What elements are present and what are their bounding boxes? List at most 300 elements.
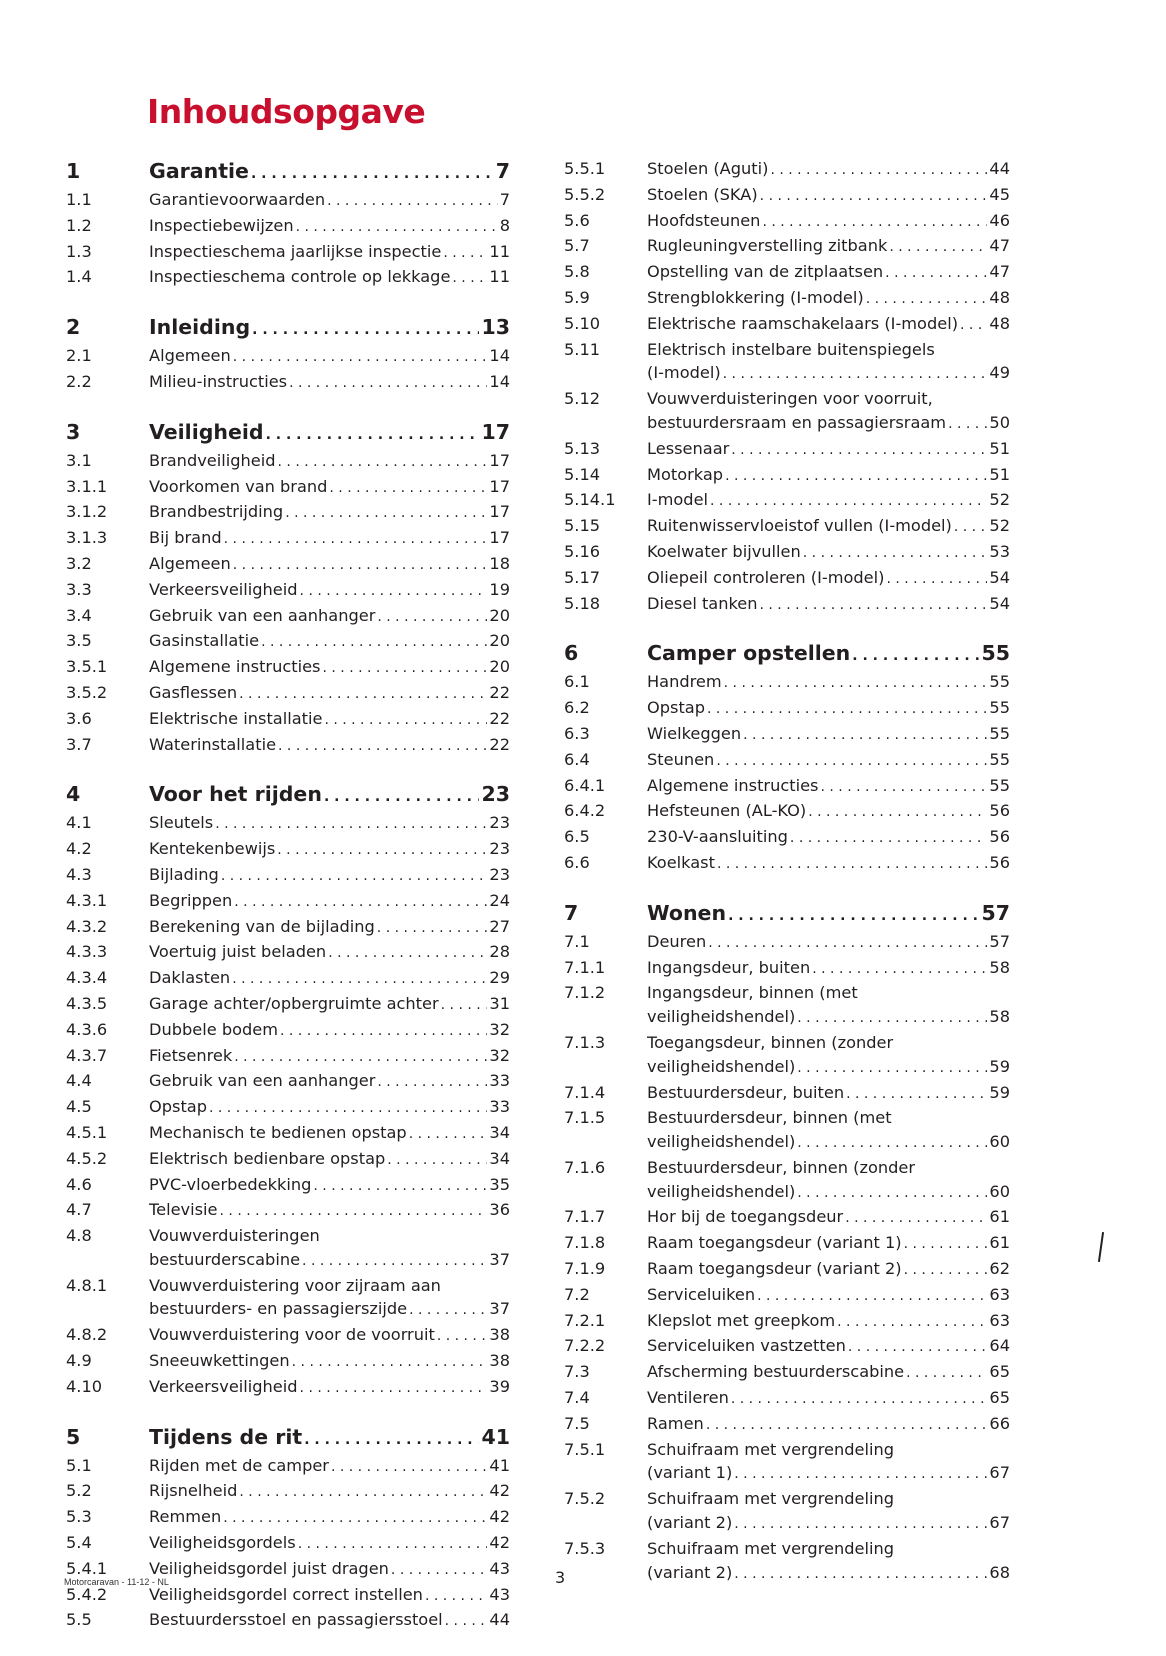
toc-entry-body — [149, 811, 510, 837]
toc-entry-number: 5.6 — [564, 210, 590, 230]
toc-entry-number: 7.5.3 — [564, 1538, 606, 1558]
toc-entry[interactable] — [564, 748, 1010, 774]
toc-entry-title: Opstap — [149, 1097, 207, 1117]
toc-entry[interactable] — [564, 670, 1010, 696]
toc-entry-title: Voorkomen van brand — [149, 476, 328, 496]
toc-entry-number: 3 — [66, 419, 81, 444]
toc-entry-body — [647, 566, 1010, 592]
dot-leader — [277, 837, 487, 863]
toc-entry[interactable] — [66, 1505, 510, 1531]
toc-entry-last-line — [647, 1180, 1010, 1206]
toc-entry[interactable] — [564, 286, 1010, 312]
toc-entry[interactable] — [564, 722, 1010, 748]
toc-entry[interactable] — [564, 1386, 1010, 1412]
toc-entry-title: Elektrische installatie — [149, 708, 323, 728]
toc-entry-title: (variant 2) — [647, 1562, 733, 1582]
toc-entry-title: Wielkeggen — [647, 723, 742, 743]
toc-entry-page: 17 — [489, 450, 510, 470]
toc-entry-title: Daklasten — [149, 968, 231, 988]
toc-entry-title: Bestuurdersstoel en passagiersstoel — [149, 1610, 443, 1630]
toc-entry-last-line — [149, 681, 510, 707]
toc-entry-page: 14 — [489, 371, 510, 391]
toc-entry-last-line — [647, 956, 1010, 982]
toc-entry-title: Rugleuningverstelling zitbank — [647, 236, 888, 256]
toc-entry[interactable] — [564, 799, 1010, 825]
toc-entry-body — [647, 286, 1010, 312]
dot-leader — [716, 748, 987, 774]
toc-entry-number: 4.8.1 — [66, 1275, 108, 1295]
toc-entry-last-line — [149, 940, 510, 966]
toc-entry-body — [149, 552, 510, 578]
toc-entry-page: 14 — [489, 346, 510, 366]
toc-entry[interactable] — [564, 1309, 1010, 1335]
toc-entry-body — [647, 260, 1010, 286]
toc-entry[interactable] — [564, 1257, 1010, 1283]
toc-entry-page: 68 — [989, 1562, 1010, 1582]
toc-entry-number: 4.4 — [66, 1071, 92, 1091]
toc-entry-page: 37 — [489, 1299, 510, 1319]
toc-entry[interactable] — [564, 1031, 1010, 1081]
toc-entry[interactable] — [564, 157, 1010, 183]
toc-entry[interactable] — [564, 234, 1010, 260]
toc-entry-page: 42 — [489, 1507, 510, 1527]
toc-entry[interactable] — [564, 1156, 1010, 1206]
dot-leader — [770, 157, 987, 183]
toc-entry-last-line — [647, 260, 1010, 286]
dot-leader — [409, 1297, 487, 1323]
toc-entry[interactable] — [66, 966, 510, 992]
toc-entry[interactable] — [66, 449, 510, 475]
toc-entry[interactable] — [66, 1224, 510, 1274]
dot-leader — [377, 1069, 487, 1095]
toc-entry-number: 6 — [564, 641, 579, 666]
dot-leader — [300, 578, 488, 604]
toc-entry-title: Algemene instructies — [149, 657, 321, 677]
toc-entry-page: 63 — [989, 1310, 1010, 1330]
toc-entry[interactable] — [66, 604, 510, 630]
toc-entry-title: veiligheidshendel) — [647, 1007, 796, 1027]
toc-entry[interactable] — [564, 1081, 1010, 1107]
toc-entry-page: 20 — [489, 631, 510, 651]
toc-entry-page: 38 — [489, 1325, 510, 1345]
toc-entry-number: 5.8 — [564, 262, 590, 282]
toc-entry-number: 2.2 — [66, 371, 92, 391]
footer-document-id: Motorcaravan - 11-12 - NL — [64, 1577, 169, 1587]
toc-entry-body — [149, 780, 510, 811]
toc-entry[interactable] — [66, 1121, 510, 1147]
toc-entry[interactable] — [66, 500, 510, 526]
toc-entry[interactable] — [66, 889, 510, 915]
toc-chapter — [66, 157, 510, 188]
toc-entry-body — [647, 1487, 1010, 1537]
toc-entry-body — [647, 157, 1010, 183]
toc-entry[interactable] — [564, 387, 1010, 437]
toc-entry[interactable] — [564, 260, 1010, 286]
toc-entry[interactable] — [66, 863, 510, 889]
toc-entry[interactable] — [66, 629, 510, 655]
toc-entry-number: 5.5 — [66, 1610, 92, 1630]
toc-entry[interactable] — [564, 209, 1010, 235]
toc-entry-title: Opstelling van de zitplaatsen — [647, 262, 884, 282]
toc-entry-last-line — [647, 1412, 1010, 1438]
toc-entry-number: 5.4.1 — [66, 1558, 108, 1578]
toc-entry-number: 7.4 — [564, 1388, 590, 1408]
toc-entry-title: Klepslot met greepkom — [647, 1310, 836, 1330]
toc-entry-number: 6.4.1 — [564, 775, 606, 795]
toc-entry-page: 22 — [489, 708, 510, 728]
toc-entry[interactable] — [66, 1147, 510, 1173]
toc-entry-number: 1.2 — [66, 215, 92, 235]
toc-entry[interactable] — [564, 696, 1010, 722]
toc-entry-body — [149, 214, 510, 240]
toc-entry-body — [647, 825, 1010, 851]
toc-entry-number: 3.4 — [66, 605, 92, 625]
dot-leader — [232, 966, 487, 992]
toc-entry[interactable] — [564, 851, 1010, 877]
toc-chapter — [564, 899, 1010, 930]
toc-entry[interactable] — [66, 1454, 510, 1480]
toc-entry-number: 6.2 — [564, 698, 590, 718]
toc-entry-last-line — [149, 707, 510, 733]
toc-entry-title: Veiligheid — [149, 419, 264, 444]
toc-chapter-entry[interactable] — [564, 899, 1010, 930]
toc-entry-title: Stoelen (SKA) — [647, 184, 758, 204]
toc-entry-page: 63 — [989, 1284, 1010, 1304]
toc-entry-title: Lessenaar — [647, 438, 730, 458]
toc-entry[interactable] — [66, 707, 510, 733]
toc-entry-number: 2 — [66, 315, 81, 340]
toc-entry[interactable] — [66, 578, 510, 604]
toc-entry-body — [149, 1608, 510, 1634]
toc-entry-page: 51 — [989, 464, 1010, 484]
toc-entry[interactable] — [66, 475, 510, 501]
toc-entry[interactable] — [564, 1231, 1010, 1257]
toc-entry[interactable] — [66, 940, 510, 966]
toc-entry-number: 3.5.2 — [66, 682, 108, 702]
toc-entry-title: Raam toegangsdeur (variant 1) — [647, 1233, 902, 1253]
toc-entry-title: Algemeen — [149, 346, 231, 366]
toc-entry-page: 62 — [989, 1259, 1010, 1279]
toc-entry-last-line — [149, 475, 510, 501]
dot-leader — [289, 370, 487, 396]
toc-entry[interactable] — [564, 566, 1010, 592]
toc-entry[interactable] — [564, 1283, 1010, 1309]
toc-entry-number: 5.13 — [564, 438, 601, 458]
toc-entry[interactable] — [564, 338, 1010, 388]
toc-entry[interactable] — [564, 1334, 1010, 1360]
dot-leader — [904, 1231, 988, 1257]
toc-entry-page: 50 — [989, 412, 1010, 432]
toc-entry-last-line — [647, 234, 1010, 260]
dot-leader — [323, 655, 488, 681]
toc-entry-page: 53 — [989, 541, 1010, 561]
toc-entry[interactable] — [564, 312, 1010, 338]
toc-entry-title-line: Bestuurdersdeur, binnen (zonder — [647, 1157, 916, 1177]
toc-entry-number: 5.5.1 — [564, 159, 606, 178]
toc-entry[interactable] — [564, 774, 1010, 800]
toc-chapter-entry[interactable] — [66, 157, 510, 188]
toc-entry-body — [149, 915, 510, 941]
toc-chapter — [66, 1423, 510, 1454]
toc-entry[interactable] — [66, 1198, 510, 1224]
toc-entry-page: 29 — [489, 968, 510, 988]
dot-leader — [252, 313, 479, 344]
toc-entry-last-line — [149, 1297, 510, 1323]
toc-entry-number: 3.5 — [66, 631, 92, 651]
toc-entry-title: Kentekenbewijs — [149, 839, 276, 859]
toc-entry-number: 5.5.2 — [564, 184, 606, 204]
toc-entry-page: 43 — [489, 1558, 510, 1578]
toc-entry-body — [647, 1081, 1010, 1107]
toc-entry[interactable] — [66, 811, 510, 837]
toc-entry-page: 45 — [989, 184, 1010, 204]
toc-entry[interactable] — [564, 514, 1010, 540]
toc-entry-body — [647, 956, 1010, 982]
toc-entry[interactable] — [564, 981, 1010, 1031]
toc-entry-last-line — [647, 851, 1010, 877]
toc-entry-page: 48 — [989, 313, 1010, 333]
toc-entry-title: Koelwater bijvullen — [647, 541, 801, 561]
dot-leader — [223, 1505, 487, 1531]
dot-leader — [445, 1608, 488, 1634]
toc-entry-number: 4.8.2 — [66, 1325, 108, 1345]
toc-entry-title-line: Vouwverduisteringen — [149, 1226, 320, 1246]
toc-entry-body — [647, 1537, 1010, 1587]
toc-entry-body — [149, 1323, 510, 1349]
toc-entry[interactable] — [564, 1106, 1010, 1156]
toc-entry[interactable] — [564, 540, 1010, 566]
toc-entry-last-line — [149, 629, 510, 655]
toc-entry-page: 55 — [989, 723, 1010, 743]
toc-entry-last-line — [149, 1323, 510, 1349]
toc-entry-number: 4.3.3 — [66, 942, 108, 962]
toc-entry-page: 67 — [989, 1513, 1010, 1533]
toc-entry-number: 4.10 — [66, 1376, 103, 1396]
toc-chapter — [564, 639, 1010, 670]
dot-leader — [846, 1081, 987, 1107]
toc-entry-number: 5.11 — [564, 339, 601, 359]
toc-entry-title: Sneeuwkettingen — [149, 1351, 290, 1371]
toc-entry-page: 55 — [989, 749, 1010, 769]
toc-entry-body — [149, 1044, 510, 1070]
dot-leader — [215, 811, 487, 837]
dot-leader — [731, 437, 987, 463]
toc-entry[interactable] — [66, 655, 510, 681]
toc-chapter — [66, 780, 510, 811]
toc-entry[interactable] — [66, 526, 510, 552]
toc-entry-page: 60 — [989, 1132, 1010, 1152]
toc-entry-title: Hor bij de toegangsdeur — [647, 1207, 844, 1227]
toc-entry-body — [647, 1386, 1010, 1412]
toc-entry-title: Remmen — [149, 1507, 222, 1527]
toc-entry[interactable] — [66, 1274, 510, 1324]
toc-entry-number: 5.4 — [66, 1533, 92, 1553]
toc-entry[interactable] — [66, 837, 510, 863]
toc-entry[interactable] — [66, 1173, 510, 1199]
dot-leader — [717, 851, 987, 877]
dot-leader — [302, 1248, 487, 1274]
toc-entry-last-line — [647, 514, 1010, 540]
toc-entry-title: Waterinstallatie — [149, 734, 277, 754]
toc-entry-title: Diesel tanken — [647, 593, 758, 613]
toc-entry-title: PVC-vloerbedekking — [149, 1174, 312, 1194]
toc-entry[interactable] — [564, 1487, 1010, 1537]
toc-entry[interactable] — [66, 214, 510, 240]
toc-entry-number: 7.1.6 — [564, 1157, 606, 1177]
dot-leader — [837, 1309, 987, 1335]
toc-entry[interactable] — [66, 1479, 510, 1505]
toc-entry[interactable] — [564, 488, 1010, 514]
toc-entry[interactable] — [564, 1412, 1010, 1438]
toc-chapter-entry[interactable] — [66, 418, 510, 449]
toc-entry-body — [149, 1147, 510, 1173]
dot-leader — [278, 449, 488, 475]
toc-entry-page: 58 — [989, 1007, 1010, 1027]
toc-entry[interactable] — [66, 265, 510, 291]
toc-entry-number: 5 — [66, 1424, 81, 1449]
toc-entry[interactable] — [66, 992, 510, 1018]
toc-entry[interactable] — [66, 915, 510, 941]
toc-entry-last-line — [149, 1248, 510, 1274]
toc-entry[interactable] — [66, 240, 510, 266]
dot-leader — [954, 514, 988, 540]
toc-entry-body — [647, 183, 1010, 209]
toc-entry-number: 5.9 — [564, 287, 590, 307]
toc-entry-title: Inspectieschema controle op lekkage — [149, 267, 451, 287]
toc-entry-page: 55 — [989, 672, 1010, 692]
toc-entry-title: Veiligheidsgordel correct instellen — [149, 1584, 423, 1604]
toc-entry[interactable] — [66, 552, 510, 578]
toc-entry-page: 56 — [989, 801, 1010, 821]
toc-entry[interactable] — [66, 188, 510, 214]
dot-leader — [889, 234, 987, 260]
toc-entry[interactable] — [564, 437, 1010, 463]
toc-entry-title: Garantievoorwaarden — [149, 190, 326, 209]
toc-entry-last-line — [647, 488, 1010, 514]
toc-entry-body — [647, 748, 1010, 774]
toc-chapter-entry[interactable] — [564, 639, 1010, 670]
toc-entry[interactable] — [66, 1531, 510, 1557]
toc-entry[interactable] — [564, 956, 1010, 982]
toc-entry-body — [647, 1106, 1010, 1156]
toc-entry-number: 1.4 — [66, 267, 92, 287]
toc-entry[interactable] — [66, 1095, 510, 1121]
toc-entry[interactable] — [564, 463, 1010, 489]
toc-entry[interactable] — [564, 183, 1010, 209]
toc-entry[interactable] — [564, 1537, 1010, 1587]
toc-entry-last-line — [149, 1608, 510, 1634]
toc-entry-page: 66 — [989, 1413, 1010, 1433]
dot-leader — [234, 889, 487, 915]
toc-entry-body — [149, 526, 510, 552]
toc-chapter-entry[interactable] — [66, 313, 510, 344]
dot-leader — [233, 552, 488, 578]
toc-entry-page: 43 — [489, 1584, 510, 1604]
toc-entry[interactable] — [66, 1375, 510, 1401]
toc-entry[interactable] — [564, 1438, 1010, 1488]
toc-entry-last-line — [647, 1081, 1010, 1107]
toc-entry-last-line — [647, 1386, 1010, 1412]
toc-entry[interactable] — [66, 681, 510, 707]
toc-entry-page: 17 — [481, 419, 510, 444]
toc-entry[interactable] — [66, 1349, 510, 1375]
dot-leader — [233, 344, 488, 370]
toc-entry-title: Afscherming bestuurderscabine — [647, 1362, 905, 1382]
toc-entry[interactable] — [564, 825, 1010, 851]
toc-entry[interactable] — [66, 1323, 510, 1349]
toc-entry-page: 61 — [989, 1233, 1010, 1253]
toc-entry-title: Berekening van de bijlading — [149, 916, 375, 936]
dot-leader — [734, 1461, 987, 1487]
toc-entry[interactable] — [66, 1044, 510, 1070]
toc-entry-number: 4.6 — [66, 1174, 92, 1194]
toc-entry-number: 5.17 — [564, 567, 601, 587]
toc-entry-number: 4.9 — [66, 1351, 92, 1371]
dot-leader — [391, 1557, 487, 1583]
toc-entry[interactable] — [66, 1069, 510, 1095]
toc-entry-title: Ruitenwisservloeistof vullen (I-model) — [647, 516, 952, 536]
dot-leader — [292, 1349, 488, 1375]
toc-entry[interactable] — [564, 1205, 1010, 1231]
toc-chapter-entry[interactable] — [66, 780, 510, 811]
dot-leader — [324, 707, 487, 733]
toc-entry-page: 17 — [489, 502, 510, 522]
toc-entry-body — [149, 475, 510, 501]
toc-entry-body — [149, 1375, 510, 1401]
toc-entry-title: (variant 1) — [647, 1463, 733, 1483]
toc-entry-body — [647, 1283, 1010, 1309]
toc-entry[interactable] — [66, 344, 510, 370]
toc-entry-title: Stoelen (Aguti) — [647, 159, 769, 178]
toc-entry-last-line — [647, 1055, 1010, 1081]
toc-entry-title: Inspectieschema jaarlijkse inspectie — [149, 241, 442, 261]
toc-entry-last-line — [647, 670, 1010, 696]
toc-entry[interactable] — [66, 370, 510, 396]
toc-entry-number: 2.1 — [66, 346, 92, 366]
toc-entry-body — [149, 344, 510, 370]
toc-entry-body — [647, 696, 1010, 722]
toc-entry[interactable] — [66, 1018, 510, 1044]
toc-entry-title: Serviceluiken vastzetten — [647, 1336, 846, 1356]
toc-entry[interactable] — [66, 733, 510, 759]
toc-entry[interactable] — [564, 1360, 1010, 1386]
toc-entry[interactable] — [564, 930, 1010, 956]
toc-entry-page: 55 — [989, 698, 1010, 718]
toc-chapter-entry[interactable] — [66, 1423, 510, 1454]
toc-entry-last-line — [647, 696, 1010, 722]
toc-entry-body — [647, 1257, 1010, 1283]
toc-entry-page: 33 — [489, 1071, 510, 1091]
toc-entry[interactable] — [66, 1608, 510, 1634]
dot-leader — [708, 930, 987, 956]
toc-entry-body — [149, 1423, 510, 1454]
toc-column-right — [564, 157, 1010, 1608]
toc-entry-last-line — [647, 825, 1010, 851]
dot-leader — [328, 940, 487, 966]
toc-entry-title: Algemene instructies — [647, 775, 819, 795]
dot-leader — [812, 956, 987, 982]
toc-entry-body — [647, 1231, 1010, 1257]
toc-entry[interactable] — [564, 592, 1010, 618]
toc-entry-title: Vouwverduistering voor de voorruit — [149, 1325, 435, 1345]
toc-entry-title: Bestuurdersdeur, buiten — [647, 1082, 845, 1102]
toc-entry-title-line: Schuifraam met vergrendeling — [647, 1489, 894, 1509]
toc-entry-page: 47 — [989, 262, 1010, 282]
toc-entry-title: (I-model) — [647, 363, 721, 383]
toc-entry-last-line — [149, 240, 510, 266]
toc-entry-last-line — [149, 811, 510, 837]
toc-entry-title: Raam toegangsdeur (variant 2) — [647, 1259, 902, 1279]
